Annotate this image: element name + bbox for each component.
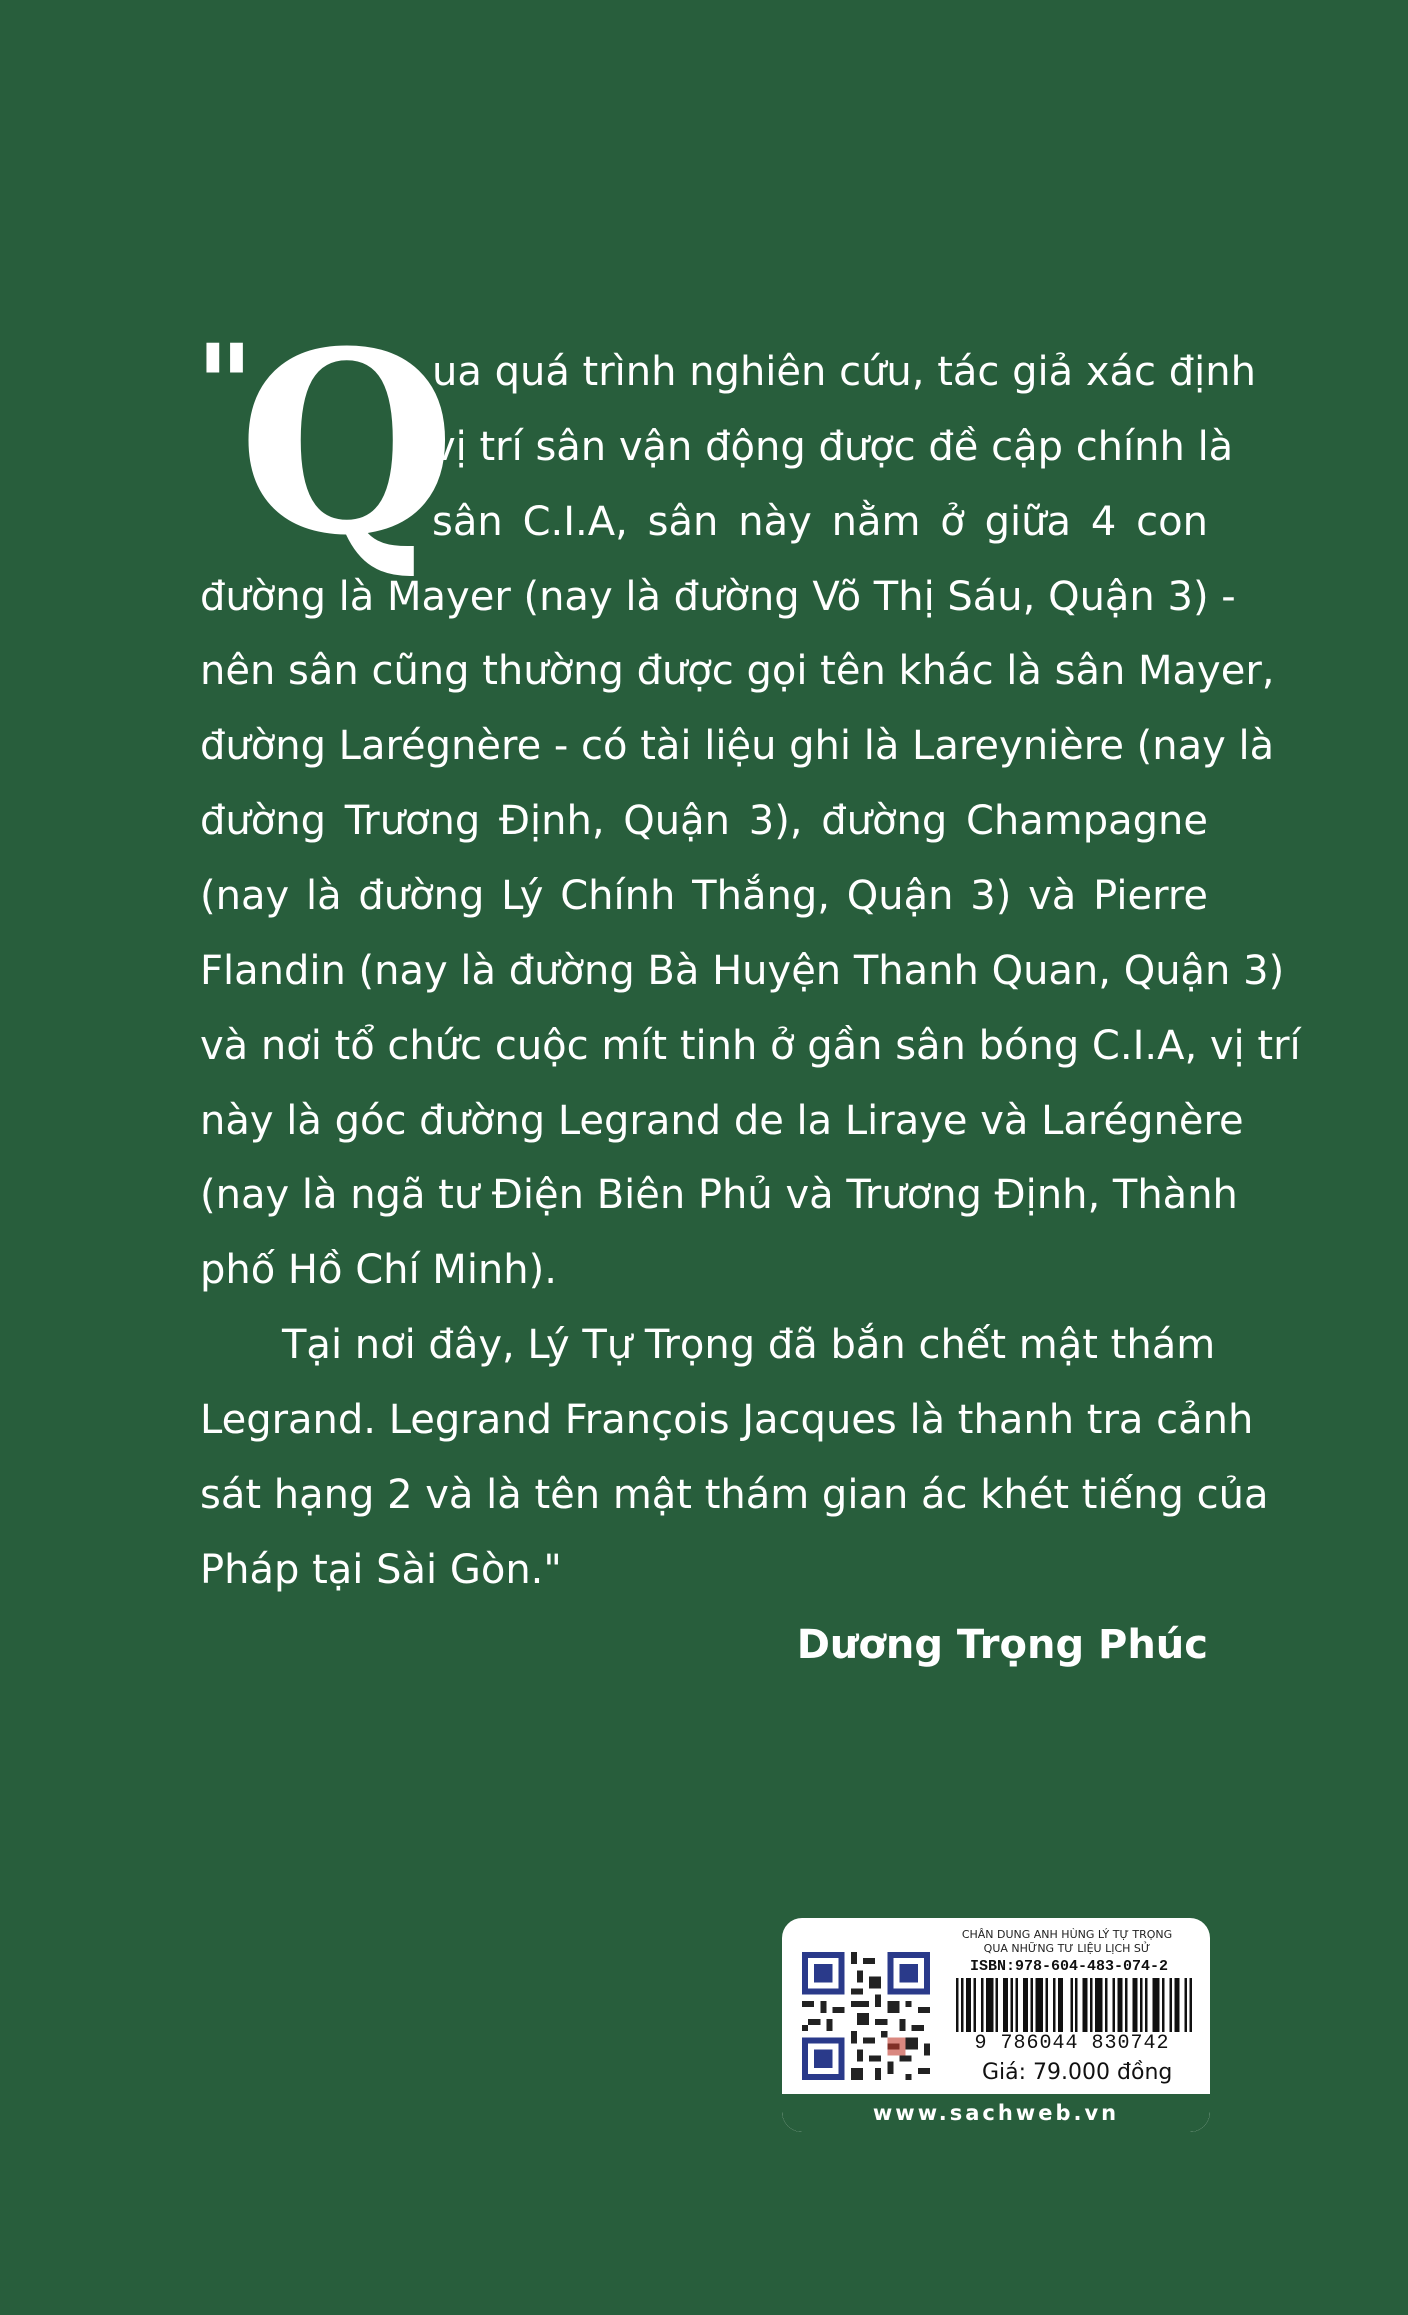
quote-line: Pháp tại Sài Gòn." xyxy=(200,1547,562,1593)
quote-line: (nay là đường Lý Chính Thắng, Quận 3) và Pierre xyxy=(200,873,1208,919)
quote-line: ua quá trình nghiên cứu, tác giả xác định xyxy=(432,349,1256,395)
website-link[interactable]: www.sachweb.vn xyxy=(872,2101,1120,2125)
barcode-box xyxy=(782,1918,1210,2132)
quote-author: Dương Trọng Phúc xyxy=(796,1622,1208,1668)
qr-code-icon xyxy=(802,1952,930,2080)
quote-line: Flandin (nay là đường Bà Huyện Thanh Quan, Quận 3) xyxy=(200,948,1285,994)
quote-line: nên sân cũng thường được gọi tên khác là sân Mayer, xyxy=(200,648,1275,694)
quote-line: Legrand. Legrand François Jacques là thanh tra cảnh xyxy=(200,1397,1254,1443)
barcode-icon xyxy=(956,1978,1192,2032)
book-title xyxy=(942,1928,1192,1956)
open-quote-mark: " xyxy=(196,320,254,449)
dropcap-letter: Q xyxy=(238,296,456,590)
quote-line: Tại nơi đây, Lý Tự Trọng đã bắn chết mật thám xyxy=(282,1322,1216,1368)
quote-line: vị trí sân vận động được đề cập chính là xyxy=(432,424,1234,470)
book-title-line: CHÂN DUNG ANH HÙNG LÝ TỰ TRỌNG xyxy=(961,1928,1173,1941)
quote-line: sân C.I.A, sân này nằm ở giữa 4 con xyxy=(432,499,1208,545)
book-title-line: QUA NHỮNG TƯ LIỆU LỊCH SỬ xyxy=(983,1942,1151,1955)
quote-line: đường là Mayer (nay là đường Võ Thị Sáu, Quận 3) - xyxy=(200,574,1236,620)
quote-line: đường Larégnère - có tài liệu ghi là Lareynière (nay là xyxy=(200,723,1275,769)
quote-line: đường Trương Định, Quận 3), đường Champagne xyxy=(200,798,1208,844)
barcode-number: 9 786044 830742 xyxy=(974,2032,1170,2055)
website-bar xyxy=(782,2094,1210,2132)
quote-line: (nay là ngã tư Điện Biên Phủ và Trương Định, Thành xyxy=(200,1172,1238,1218)
isbn-text: ISBN:978-604-483-074-2 xyxy=(970,1958,1169,1975)
price-label: Giá: 79.000 đồng xyxy=(982,2060,1173,2085)
quote-line: phố Hồ Chí Minh). xyxy=(200,1247,557,1293)
quote-line: này là góc đường Legrand de la Liraye và Larégnère xyxy=(200,1098,1244,1144)
quote-line: và nơi tổ chức cuộc mít tinh ở gần sân bóng C.I.A, vị trí xyxy=(200,1023,1301,1069)
quote-line: sát hạng 2 và là tên mật thám gian ác khét tiếng của xyxy=(200,1472,1269,1518)
